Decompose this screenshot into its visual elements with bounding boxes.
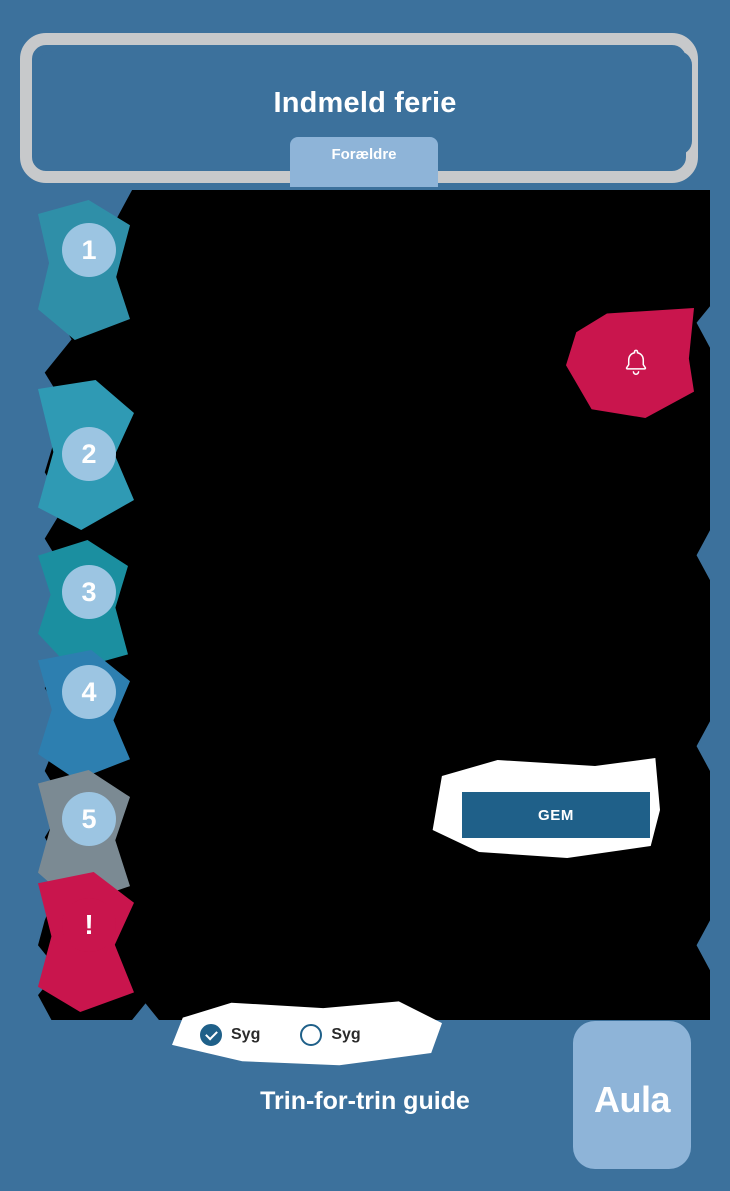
radio-option-label-2: Syg xyxy=(331,1026,361,1043)
step-badge-4: 4 xyxy=(62,665,116,719)
tab-foraeldre[interactable] xyxy=(290,137,438,187)
radio-option-label-1: Syg xyxy=(231,1026,261,1043)
step-badge-2: 2 xyxy=(62,427,116,481)
page-title: Indmeld ferie xyxy=(273,86,457,119)
radio-group xyxy=(200,1020,420,1050)
radio-option-syg-selected[interactable] xyxy=(200,1024,260,1046)
step-badge-5: 5 xyxy=(62,792,116,846)
step-badge-3: 3 xyxy=(62,565,116,619)
tab-foraeldre-label: Forældre xyxy=(331,146,397,163)
radio-unchecked-icon[interactable] xyxy=(300,1024,322,1046)
step-badge-1: 1 xyxy=(62,223,116,277)
aula-logo: Aula xyxy=(593,1079,670,1120)
step-badge-alert: ! xyxy=(62,898,116,952)
save-button[interactable]: GEM xyxy=(462,792,650,838)
radio-option-syg-unselected[interactable] xyxy=(300,1024,360,1046)
bell-icon[interactable] xyxy=(623,348,649,383)
radio-checked-icon[interactable] xyxy=(200,1024,222,1046)
footer-title: Trin-for-trin guide xyxy=(260,1087,470,1115)
